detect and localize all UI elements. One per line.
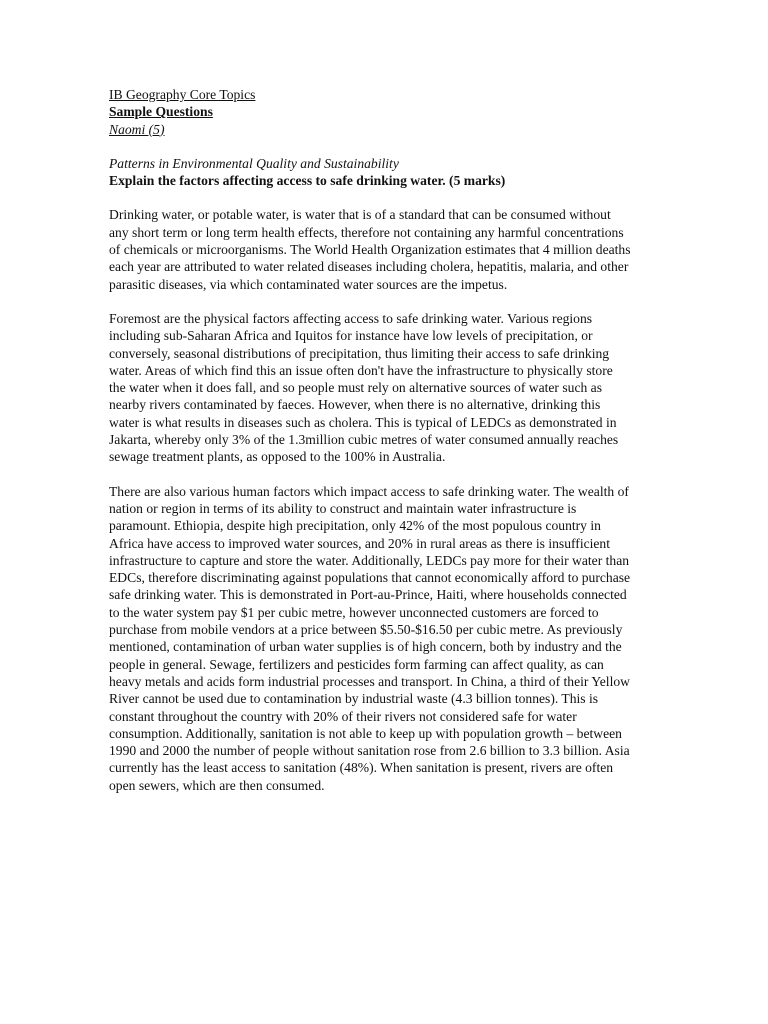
spacer — [109, 138, 631, 155]
paragraph-intro: Drinking water, or potable water, is water that is of a standard that can be consumed without any short term or long term health effects, therefore not containing any harmful concentrations of chemicals or microorganisms. The World Health Organization estimates that 4 million deaths each year are attributed to water related diseases including cholera, hepatitis, malaria, and other parasitic diseases, via which contaminated water sources are the impetus. — [109, 207, 631, 292]
paragraph-physical-factors: Foremost are the physical factors affecting access to safe drinking water. Various regions including sub-Saharan Africa and Iquitos for instance have low levels of precipitation, or conversely, seasonal distributions of precipitation, thus limiting their access to safe drinking water. Areas of which find this an issue often don't have the infrastructure to physically store the water when it does fall, and so people must rely on alternative sources of water such as nearby rivers contaminated by faeces. However, when there is no alternative, drinking this water is what results in diseases such as cholera. This is typical of LEDCs as demonstrated in Jakarta, whereby only 3% of the 1.3million cubic metres of water consumed annually reaches sewage treatment plants, as opposed to the 100% in Australia. — [109, 310, 619, 465]
author-name: Naomi (5) — [109, 121, 165, 137]
document-subtitle: Sample Questions — [109, 104, 213, 120]
course-title: IB Geography Core Topics — [109, 87, 256, 102]
document-page — [109, 86, 631, 811]
topic-heading: Patterns in Environmental Quality and Sustainability — [109, 155, 399, 171]
question-heading: Explain the factors affecting access to safe drinking water. (5 marks) — [109, 173, 506, 189]
paragraph-human-factors: There are also various human factors which impact access to safe drinking water. The wealth of nation or region in terms of its ability to construct and maintain water infrastructure is paramount. Ethiopia, despite high precipitation, only 42% of the most populous country in Africa have access to improved water sources, and 20% in rural areas as there is insufficient infrastructure to capture and store the water. Additionally, LEDCs pay more for their water than EDCs, therefore discriminating against populations that cannot economically afford to purchase safe drinking water. This is demonstrated in Port-au-Prince, Haiti, where households connected to the water system pay $1 per cubic metre, however unconnected customers are forced to purchase from mobile vendors at a price between $5.50-$16.50 per cubic metre. As previously mentioned, contamination of urban water supplies is of high concern, both by industry and the people in general. Sewage, fertilizers and pesticides form farming can affect quality, as can heavy metals and acids form industrial processes and transport. In China, a third of their Yellow River cannot be used due to contamination by industrial waste (4.3 billion tonnes). This is constant throughout the country with 20% of their rivers not considered safe for water consumption. Additionally, sanitation is not able to keep up with population growth – between 1990 and 2000 the number of people without sanitation rose from 2.6 billion to 3.3 billion. Asia currently has the least access to sanitation (48%). When sanitation is present, rivers are often open sewers, which are then consumed. — [109, 483, 631, 793]
